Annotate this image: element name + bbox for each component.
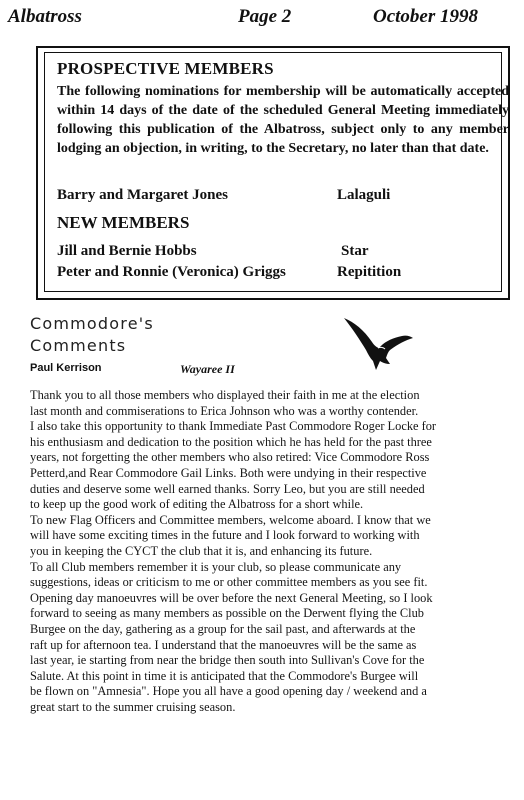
text-line: to keep up the good work of editing the Albatross for a short while. [30,497,364,512]
text-line: you in keeping the CYCT the club that it is, and enhancing its future. [30,543,373,558]
text-line: Salute. At this point in time it is anticipated that the Commodore's Burgee will [30,668,419,683]
text-line: be flown on "Amnesia". Hope you all have a good opening day / weekend and a [30,684,427,699]
text-line: great start to the summer cruising season. [30,699,236,714]
text-line: To all Club members remember it is your club, so please communicate any [30,559,402,574]
new-member-name: Jill and Bernie Hobbs [57,243,197,259]
membership-box [36,46,510,300]
page-number: Page 2 [238,6,292,27]
text-line: Burgee on the day, gathering as a group for the sail past, and afterwards at the [30,621,416,636]
text-line: Opening day manoeuvres will be over before the next General Meeting, so I look [30,590,433,605]
text-line: will have some exciting times in the future and I look forward to working with [30,528,420,543]
text-line: years, not forgetting the other members who also retired: Vice Commodore Ross [30,450,430,465]
issue-date: October 1998 [372,6,478,27]
text-line: his enthusiasm and dedication to the position which he has held for the past three [30,434,432,449]
heading-line-2: Comments [30,336,127,355]
text-line: last month and commiserations to Erica Johnson who was a worthy contender. [30,403,419,418]
new-member-boat: Repitition [337,264,402,280]
author-name: Paul Kerrison [30,362,102,374]
text-line: forward to seeing as many members as possible on the Derwent flying the Club [30,606,425,621]
nomination-notice: The following nominations for membership will be automatically accepted within 14 days of the date of the scheduled General Meeting immediately following this publication of the Albatross, subject only to any member lodging an objection, in writing, to the Secretary, no later than that date. [57,84,509,156]
prospective-members-heading: PROSPECTIVE MEMBERS [57,59,274,78]
seagull-icon [340,314,416,376]
new-member-boat: Star [341,243,369,259]
heading-line-1: Commodore's [30,314,154,333]
new-members-heading: NEW MEMBERS [57,213,190,232]
page-header [8,6,508,32]
text-line: duties and deserve some well earned thanks. Sorry Leo, but you are still needed [30,481,425,496]
text-line: Petterd,and Rear Commodore Gail Links. Both were undying in their respective [30,465,427,480]
text-line: last year, ie starting from near the bridge then south into Sullivan's Cove for the [30,653,425,668]
text-line: raft up for afternoon tea. I understand that the manoeuvres will be the same as [30,637,417,652]
nominee-name: Barry and Margaret Jones [57,187,228,203]
newsletter-name: Albatross [8,6,82,27]
commodore-comments-heading [30,313,154,357]
text-line: suggestions, ideas or criticism to me or other committee members as you see fit. [30,575,428,590]
author-yacht: Wayaree II [180,362,235,376]
text-line: I also take this opportunity to thank Immediate Past Commodore Roger Locke for [30,419,437,434]
text-line: To new Flag Officers and Committee members, welcome aboard. I know that we [30,512,431,527]
nominee-boat: Lalaguli [337,187,391,203]
new-member-name: Peter and Ronnie (Veronica) Griggs [57,264,286,280]
commodore-message [30,388,502,715]
text-line: Thank you to all those members who displayed their faith in me at the election [30,388,420,402]
membership-box-inner [44,52,509,292]
